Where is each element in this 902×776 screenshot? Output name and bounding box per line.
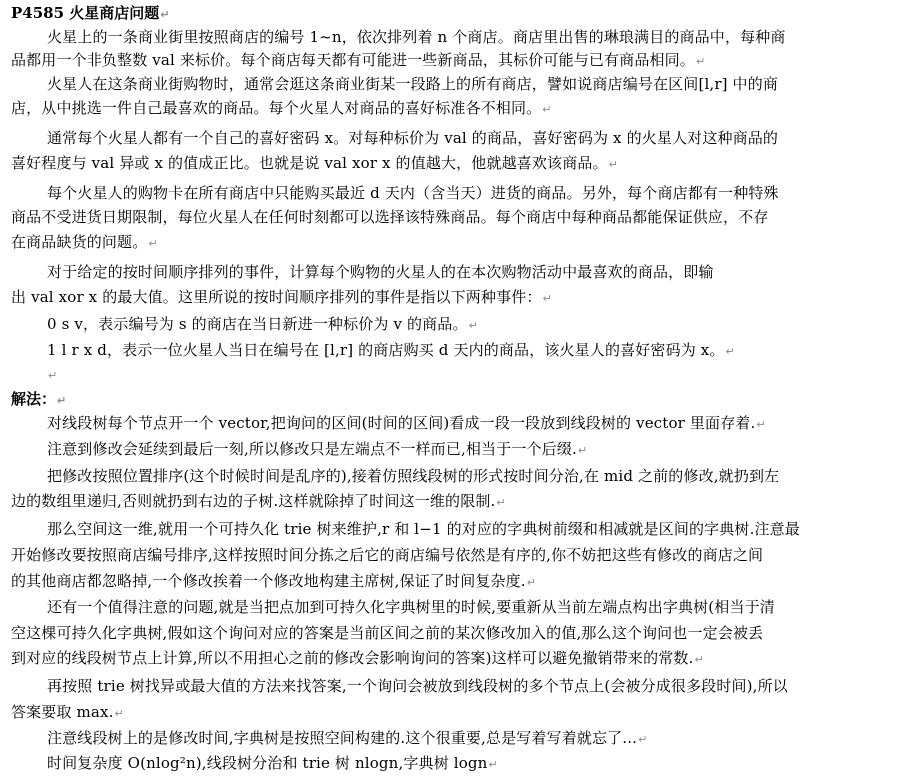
problem-line: 店，从中挑选一件自己最喜欢的商品。每个火星人对商品的喜好标准各不相同。↵: [11, 99, 552, 117]
paragraph-mark-icon: ↵: [542, 103, 552, 116]
paragraph-mark-icon: ↵: [695, 55, 706, 68]
solution-line: 注意到修改会延续到最后一刻,所以修改只是左端点不一样而已,相当于一个后缀.↵: [47, 440, 588, 458]
paragraph-mark-icon: ↵: [488, 758, 498, 771]
paragraph-mark-icon: ↵: [756, 418, 766, 431]
problem-line: 出 val xor x 的最大值。这里所说的按时间顺序排列的事件是指以下两种事件：↵: [11, 288, 552, 306]
problem-title: [11, 3, 169, 25]
problem-line: 品都用一个非负整数 val 来标价。每个商店每天都有可能进一些新商品，其标价可能与已有商品相同。↵: [11, 51, 706, 69]
paragraph-mark-icon: ↵: [542, 292, 552, 305]
event-type-0: 0 s v，表示编号为 s 的商店在当日新进一种标价为 v 的商品。↵: [47, 315, 478, 333]
paragraph-mark-icon: ↵: [608, 158, 619, 171]
paragraph-mark-icon: ↵: [694, 653, 704, 666]
paragraph-mark-icon: ↵: [468, 319, 478, 332]
solution-line: 那么空间这一维,就用一个可持久化 trie 树来维护,r 和 l−1 的对应的字典树前缀和相减就是区间的字典树.注意最: [47, 520, 800, 538]
problem-line: 喜好程度与 val 异或 x 的值成正比。也就是说 val xor x 的值越大，他就越喜欢该商品。↵: [11, 154, 619, 172]
paragraph-mark-icon: ↵: [48, 369, 58, 382]
solution-heading: 解法：↵: [11, 390, 67, 408]
solution-line: 答案要取 max.↵: [11, 703, 124, 721]
problem-line: 对于给定的按时间顺序排列的事件，计算每个购物的火星人的在本次购物活动中最喜欢的商品，即输: [47, 263, 714, 281]
paragraph-mark-icon: ↵: [638, 733, 648, 746]
paragraph-mark-icon: ↵: [496, 496, 506, 509]
solution-line: 还有一个值得注意的问题,就是当把点加到可持久化字典树里的时候,要重新从当前左端点构出字典树(相当于清: [47, 598, 775, 616]
problem-line: 通常每个火星人都有一个自己的喜好密码 x。对每种标价为 val 的商品，喜好密码为 x 的火星人对这种商品的: [47, 129, 779, 147]
solution-line: 注意线段树上的是修改时间,字典树是按照空间构建的.这个很重要,总是写着写着就忘了...↵: [47, 729, 648, 747]
paragraph-mark-icon: ↵: [148, 237, 158, 250]
paragraph-mark-icon: ↵: [526, 576, 537, 589]
paragraph-mark-icon: ↵: [577, 444, 588, 457]
paragraph-mark-icon: ↵: [725, 345, 735, 358]
paragraph-mark-icon: ↵: [160, 8, 170, 21]
paragraph-mark-icon: ↵: [57, 394, 67, 407]
paragraph-mark-icon: ↵: [114, 707, 124, 720]
solution-line: 边的数组里递归,否则就扔到右边的子树.这样就除掉了时间这一维的限制.↵: [11, 492, 506, 510]
solution-line: 空这棵可持久化字典树,假如这个询问对应的答案是当前区间之前的某次修改加入的值,那么这个询问也一定会被丢: [11, 624, 764, 642]
problem-line: 在商品缺货的问题。↵: [11, 233, 158, 251]
solution-line: 开始修改要按照商店编号排序,这样按照时间分拣之后它的商店编号依然是有序的,你不妨把这些有修改的商店之间: [11, 546, 764, 564]
solution-line: 的其他商店都忽略掉,一个修改挨着一个修改地构建主席树,保证了时间复杂度.↵: [11, 572, 537, 590]
solution-line: 到对应的线段树节点上计算,所以不用担心之前的修改会影响询问的答案)这样可以避免撤销带来的常数.↵: [11, 649, 704, 667]
solution-line: 时间复杂度 O(nlog²n),线段树分治和 trie 树 nlogn,字典树 logn↵: [47, 754, 498, 772]
solution-line: 对线段树每个节点开一个 vector,把询问的区间(时间的区间)看成一段一段放到线段树的 vector 里面存着.↵: [47, 414, 766, 432]
problem-line: 火星人在这条商业街购物时，通常会逛这条商业街某一段路上的所有商店，譬如说商店编号在区间[l,r] 中的商: [47, 75, 779, 93]
solution-line: 把修改按照位置排序(这个时候时间是乱序的),接着仿照线段树的形式按时间分治,在 mid 之前的修改,就扔到左: [47, 467, 780, 485]
problem-line: 火星上的一条商业街里按照商店的编号 1~n，依次排列着 n 个商店。商店里出售的琳琅满目的商品中，每种商: [47, 28, 786, 46]
solution-line: 再按照 trie 树找异或最大值的方法来找答案,一个询问会被放到线段树的多个节点上(会被分成很多段时间),所以: [47, 677, 788, 695]
problem-title-text: P4585 火星商店问题: [11, 4, 160, 22]
empty-line: [47, 364, 57, 386]
event-type-1: 1 l r x d，表示一位火星人当日在编号在 [l,r] 的商店购买 d 天内的商品，该火星人的喜好密码为 x。↵: [47, 341, 735, 359]
problem-line: 每个火星人的购物卡在所有商店中只能购买最近 d 天内（含当天）进货的商品。另外，每个商店都有一种特殊: [47, 184, 779, 202]
problem-line: 商品不受进货日期限制，每位火星人在任何时刻都可以选择该特殊商品。每个商店中每种商品都能保证供应，不存: [11, 208, 769, 226]
